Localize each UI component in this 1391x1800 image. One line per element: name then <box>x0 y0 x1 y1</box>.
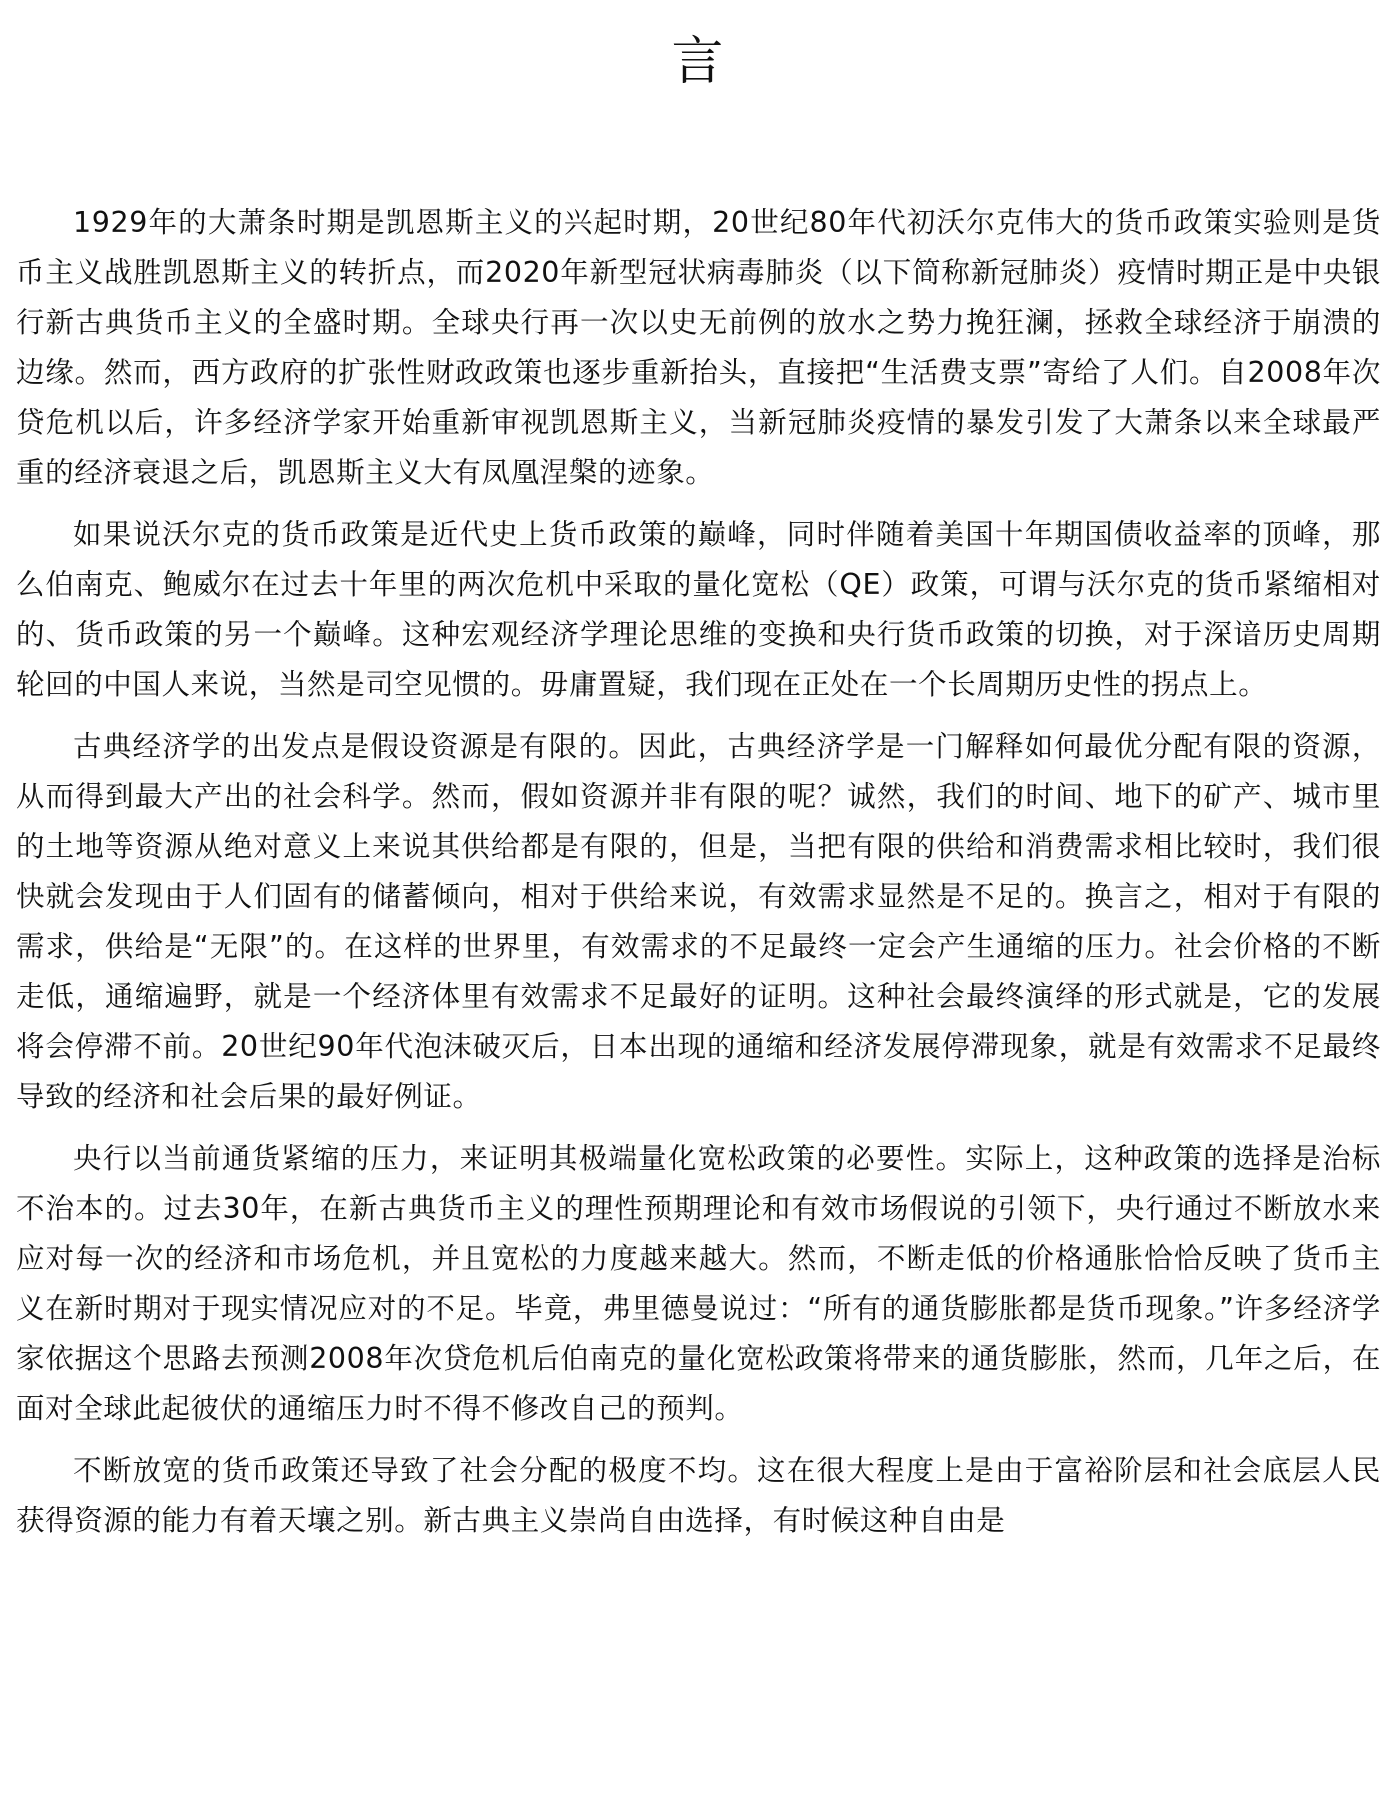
paragraph-4: 央行以当前通货紧缩的压力，来证明其极端量化宽松政策的必要性。实际上，这种政策的选择是治标不治本的。过去30年，在新古典货币主义的理性预期理论和有效市场假说的引领下，央行通过不断放水来应对每一次的经济和市场危机，并且宽松的力度越来越大。然而，不断走低的价格通胀恰恰反映了货币主义在新时期对于现实情况应对的不足。毕竟，弗里德曼说过：“所有的通货膨胀都是货币现象。”许多经济学家依据这个思路去预测2008年次贷危机后伯南克的量化宽松政策将带来的通货膨胀，然而，几年之后，在面对全球此起彼伏的通缩压力时不得不修改自己的预判。 <box>16 1142 1381 1425</box>
paragraph-2: 如果说沃尔克的货币政策是近代史上货币政策的巅峰，同时伴随着美国十年期国债收益率的顶峰，那么伯南克、鲍威尔在过去十年里的两次危机中采取的量化宽松（QE）政策，可谓与沃尔克的货币紧缩相对的、货币政策的另一个巅峰。这种宏观经济学理论思维的变换和央行货币政策的切换，对于深谙历史周期轮回的中国人来说，当然是司空见惯的。毋庸置疑，我们现在正处在一个长周期历史性的拐点上。 <box>16 518 1381 701</box>
paragraph-5: 不断放宽的货币政策还导致了社会分配的极度不均。这在很大程度上是由于富裕阶层和社会底层人民获得资源的能力有着天壤之别。新古典主义崇尚自由选择，有时候这种自由是 <box>16 1454 1381 1537</box>
paragraph-3: 古典经济学的出发点是假设资源是有限的。因此，古典经济学是一门解释如何最优分配有限的资源，从而得到最大产出的社会科学。然而，假如资源并非有限的呢？诚然，我们的时间、地下的矿产、城市里的土地等资源从绝对意义上来说其供给都是有限的，但是，当把有限的供给和消费需求相比较时，我们很快就会发现由于人们固有的储蓄倾向，相对于供给来说，有效需求显然是不足的。换言之，相对于有限的需求，供给是“无限”的。在这样的世界里，有效需求的不足最终一定会产生通缩的压力。社会价格的不断走低，通缩遍野，就是一个经济体里有效需求不足最好的证明。这种社会最终演绎的形式就是，它的发展将会停滞不前。20世纪90年代泡沫破灭后，日本出现的通缩和经济发展停滞现象，就是有效需求不足最终导致的经济和社会后果的最好例证。 <box>16 730 1381 1113</box>
paragraph-1: 1929年的大萧条时期是凯恩斯主义的兴起时期，20世纪80年代初沃尔克伟大的货币政策实验则是货币主义战胜凯恩斯主义的转折点，而2020年新型冠状病毒肺炎（以下简称新冠肺炎）疫情时期正是中央银行新古典货币主义的全盛时期。全球央行再一次以史无前例的放水之势力挽狂澜，拯救全球经济于崩溃的边缘。然而，西方政府的扩张性财政政策也逐步重新抬头，直接把“生活费支票”寄给了人们。自2008年次贷危机以后，许多经济学家开始重新审视凯恩斯主义，当新冠肺炎疫情的暴发引发了大萧条以来全球最严重的经济衰退之后，凯恩斯主义大有凤凰涅槃的迹象。 <box>16 206 1381 489</box>
page-heading: 言 <box>671 32 726 92</box>
body-text <box>16 198 1381 1546</box>
